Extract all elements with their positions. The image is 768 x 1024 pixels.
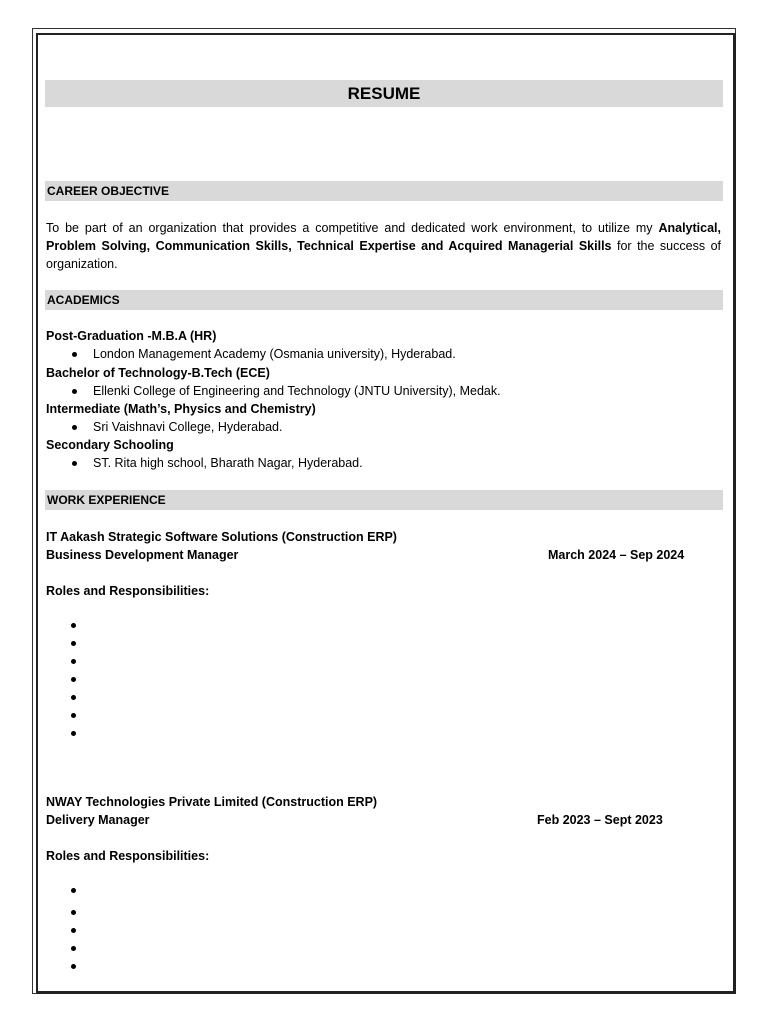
- job-dates: March 2024 – Sep 2024: [548, 548, 685, 562]
- academic-institute: Ellenki College of Engineering and Technology (JNTU University), Medak.: [93, 384, 501, 398]
- bullet-dot: [71, 731, 76, 736]
- career-objective-heading: CAREER OBJECTIVE: [45, 181, 723, 201]
- job-company: NWAY Technologies Private Limited (Construction ERP): [46, 795, 378, 809]
- academics-heading: ACADEMICS: [45, 290, 723, 310]
- academic-degree: Secondary Schooling: [46, 438, 174, 452]
- bullet-dot: [71, 623, 76, 628]
- bullet-dot: [71, 910, 76, 915]
- bullet-dot: [71, 713, 76, 718]
- job-role: Business Development Manager: [46, 548, 239, 562]
- career-objective-text-1: To be part of an organization that provides a competitive and dedicated work environment, to utilize my: [46, 221, 653, 235]
- bullet-dot: [72, 425, 77, 430]
- resume-title: RESUME: [45, 80, 723, 107]
- bullet-dot: [71, 888, 76, 893]
- roles-heading: Roles and Responsibilities:: [46, 849, 210, 863]
- roles-heading: Roles and Responsibilities:: [46, 584, 210, 598]
- bullet-dot: [72, 461, 77, 466]
- work-experience-heading: WORK EXPERIENCE: [45, 490, 723, 510]
- academic-degree: Intermediate (Math’s, Physics and Chemistry): [46, 402, 316, 416]
- bullet-dot: [71, 928, 76, 933]
- academic-degree: Post-Graduation -M.B.A (HR): [46, 329, 217, 343]
- bullet-dot: [71, 641, 76, 646]
- job-dates: Feb 2023 – Sept 2023: [537, 813, 663, 827]
- job-company: IT Aakash Strategic Software Solutions (Construction ERP): [46, 530, 397, 544]
- bullet-dot: [71, 677, 76, 682]
- bullet-dot: [71, 695, 76, 700]
- academic-institute: ST. Rita high school, Bharath Nagar, Hyderabad.: [93, 456, 363, 470]
- bullet-dot: [72, 389, 77, 394]
- academic-institute: Sri Vaishnavi College, Hyderabad.: [93, 420, 283, 434]
- academic-degree: Bachelor of Technology-B.Tech (ECE): [46, 366, 270, 380]
- career-objective-text-2: for the success of organization.: [46, 239, 722, 271]
- bullet-dot: [72, 352, 77, 357]
- bullet-dot: [71, 946, 76, 951]
- bullet-dot: [71, 964, 76, 969]
- academic-institute: London Management Academy (Osmania university), Hyderabad.: [93, 347, 456, 361]
- job-role: Delivery Manager: [46, 813, 150, 827]
- bullet-dot: [71, 659, 76, 664]
- career-objective-text: [46, 219, 721, 273]
- career-objective-skills: Analytical, Problem Solving, Communication Skills, Technical Expertise and Acquired Managerial Skills: [46, 221, 721, 253]
